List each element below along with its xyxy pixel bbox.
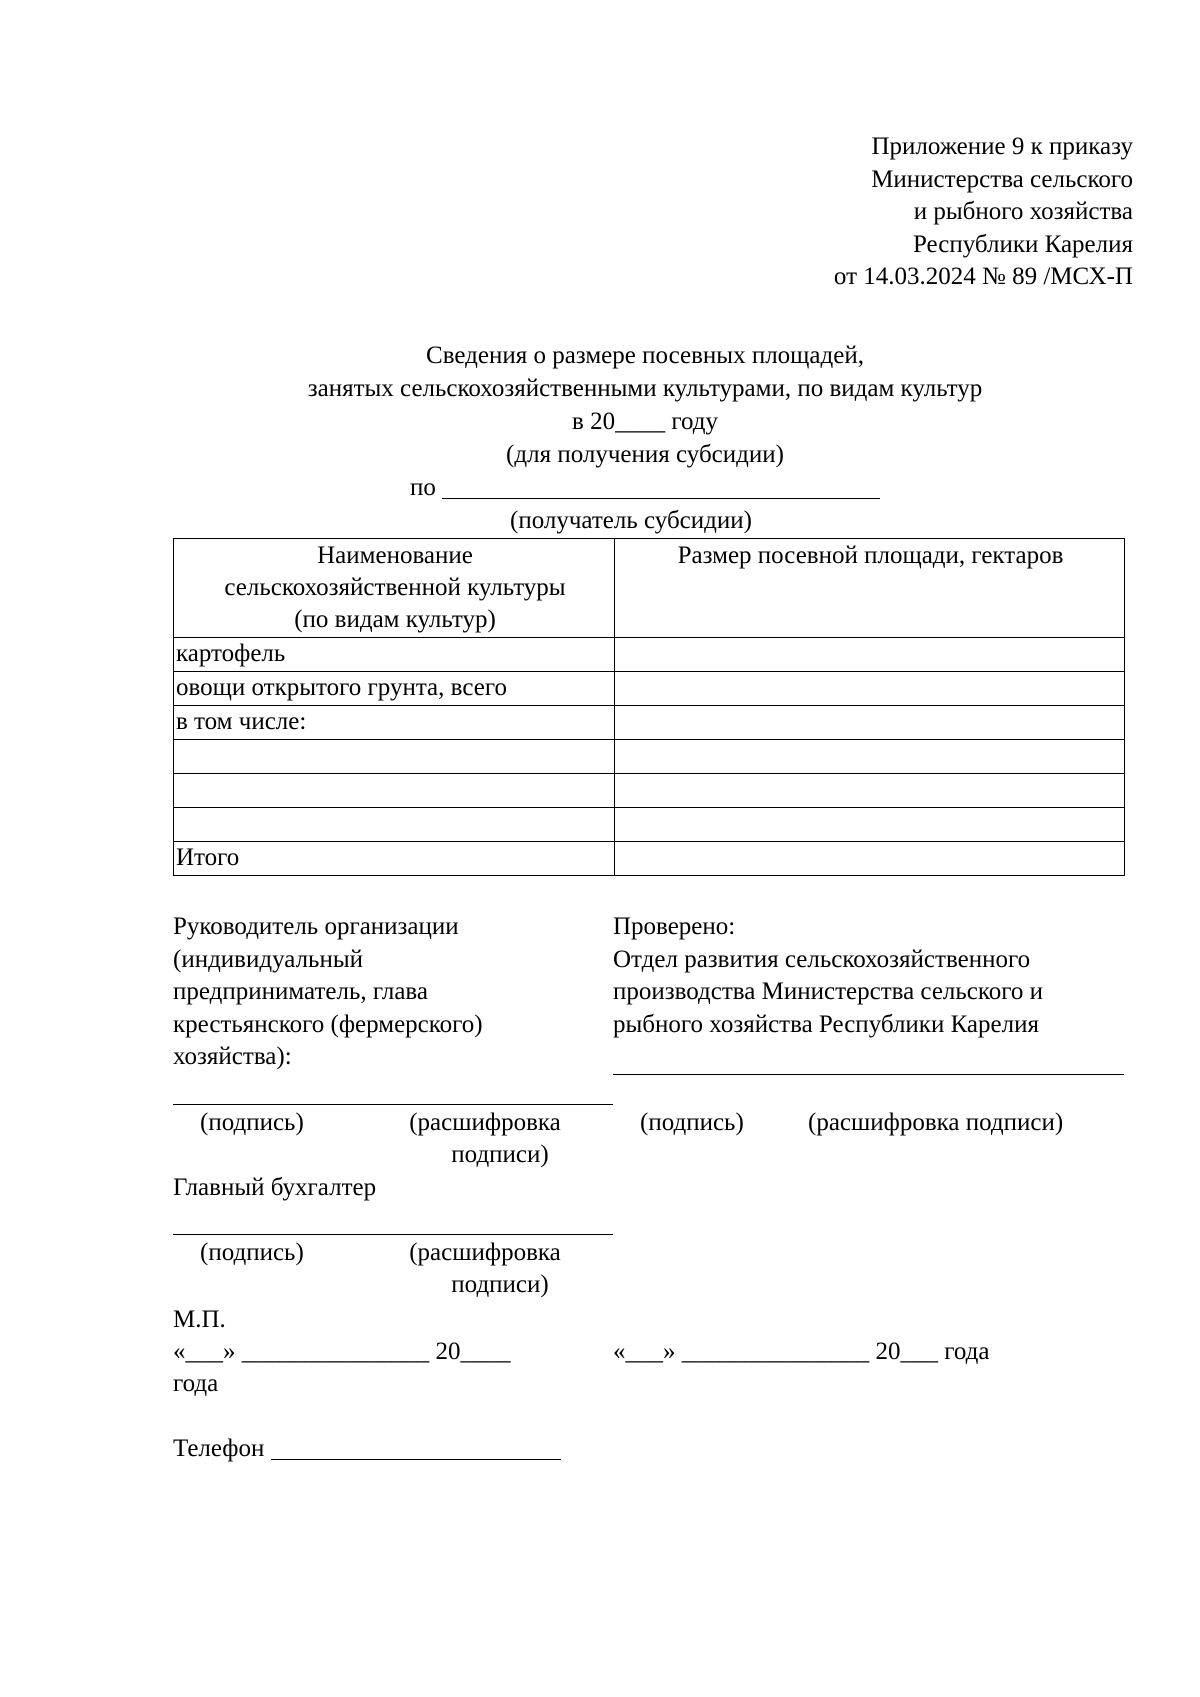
signatory-line: предприниматель, глава: [173, 978, 429, 1005]
header-area: Размер посевной площади, гектаров: [615, 539, 1125, 638]
area-cell[interactable]: [615, 706, 1125, 740]
signatory-line: хозяйства):: [173, 1043, 292, 1070]
date-left[interactable]: «___» _______________ 20____: [173, 1338, 511, 1365]
crop-area-table: [173, 538, 1125, 876]
table-row: [174, 774, 1125, 808]
table-row: [174, 740, 1125, 774]
title-line: в 20____ году: [572, 408, 718, 435]
table-row: [174, 808, 1125, 842]
area-cell[interactable]: [615, 808, 1125, 842]
decode-caption: (расшифровка подписи): [409, 1239, 561, 1298]
verifier-signature-field[interactable]: [613, 1074, 1124, 1075]
area-cell[interactable]: [615, 774, 1125, 808]
title-line: Сведения о размере посевных площадей,: [426, 342, 864, 369]
signatory-line: крестьянского (фермерского): [173, 1010, 483, 1038]
verified-block: [613, 911, 1133, 1041]
verifier-line: производства Министерства сельского и: [613, 978, 1044, 1005]
crop-cell: картофель: [174, 638, 615, 672]
date-right[interactable]: «___» _______________ 20___ года: [613, 1338, 990, 1365]
phone-line: [173, 1433, 561, 1465]
phone-label: Телефон: [173, 1435, 265, 1462]
crop-cell: в том числе:: [174, 706, 615, 740]
verifier-line: рыбного хозяйства Республики Карелия: [613, 1010, 1039, 1038]
seal-label: М.П.: [173, 1306, 226, 1333]
verifier-line: Проверено:: [613, 913, 736, 940]
recipient-line: [410, 472, 880, 504]
chief-accountant-label: Главный бухгалтер: [173, 1174, 377, 1201]
signatory-line: (индивидуальный: [173, 945, 364, 973]
decode-caption: (расшифровка подписи): [409, 1109, 561, 1168]
header-line: от 14.03.2024 № 89 /МСХ-П: [833, 263, 1133, 290]
table-row: [174, 672, 1125, 706]
table-row: [174, 706, 1125, 740]
title-line: (для получения субсидии): [506, 441, 784, 468]
head-of-organization-block: [173, 911, 573, 1074]
signatory-line: Руководитель организации: [173, 913, 459, 940]
signature-caption: (подпись): [640, 1109, 744, 1136]
header-crop-name: Наименование сельскохозяйственной культуры (по видам культур): [174, 539, 615, 638]
area-cell[interactable]: [615, 740, 1125, 774]
area-cell[interactable]: [615, 672, 1125, 706]
header-line: Министерства сельского: [871, 165, 1133, 193]
recipient-caption: (получатель субсидии): [510, 507, 752, 534]
table-row-total: [174, 842, 1125, 876]
header-line: и рыбного хозяйства: [913, 198, 1133, 225]
head-signature-field[interactable]: [173, 1104, 613, 1105]
table-row: [174, 638, 1125, 672]
crop-cell[interactable]: [174, 808, 615, 842]
table-header-row: [174, 539, 1125, 638]
crop-cell[interactable]: [174, 774, 615, 808]
signature-caption: (подпись): [200, 1239, 304, 1266]
decode-caption: (расшифровка подписи): [808, 1109, 1064, 1136]
header-line: Приложение 9 к приказу: [871, 133, 1133, 160]
accountant-signature-field[interactable]: [173, 1234, 613, 1235]
area-cell[interactable]: [615, 842, 1125, 876]
header-line: Республики Карелия: [912, 230, 1133, 258]
signature-caption: (подпись): [200, 1109, 304, 1136]
verifier-line: Отдел развития сельскохозяйственного: [613, 945, 1031, 973]
po-label: по: [410, 474, 436, 501]
document-title: [0, 340, 1200, 472]
title-line: занятых сельскохозяйственными культурами, по видам культур: [307, 375, 983, 402]
crop-cell[interactable]: [174, 740, 615, 774]
phone-field[interactable]: [271, 1433, 561, 1460]
area-cell[interactable]: [615, 638, 1125, 672]
crop-cell: Итого: [174, 842, 615, 876]
recipient-field[interactable]: [442, 472, 880, 499]
crop-cell: овощи открытого грунта, всего: [174, 672, 615, 706]
appendix-header: [834, 131, 1133, 294]
date-left-tail: года: [173, 1370, 219, 1397]
